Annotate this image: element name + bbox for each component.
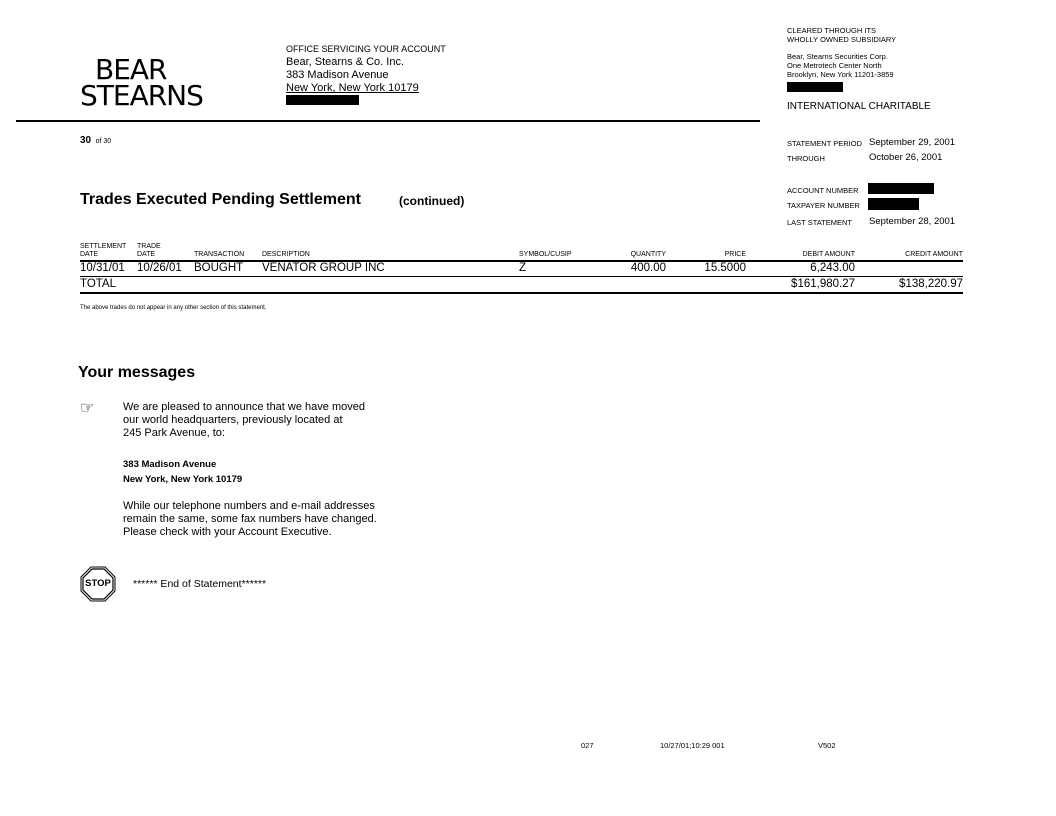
account-redaction xyxy=(868,183,934,194)
page-current: 30 xyxy=(80,135,92,146)
table-rule xyxy=(80,292,963,294)
header-settlement xyxy=(80,243,126,259)
clearing-line2: WHOLLY OWNED SUBSIDIARY xyxy=(787,35,897,44)
message-line: We are pleased to announce that we have moved xyxy=(123,401,365,413)
message-paragraph-1 xyxy=(123,401,365,440)
period-label: STATEMENT PERIOD xyxy=(787,139,863,148)
clearing-city: Brooklyn, New York 11201-3859 xyxy=(787,70,894,79)
message-line: Please check with your Account Executive. xyxy=(123,526,332,538)
clearing-street: One Metrotech Center North xyxy=(787,61,882,70)
office-name: Bear, Stearns & Co. Inc. xyxy=(286,56,405,68)
cell-symbol: Z xyxy=(519,262,527,274)
period-value: September 29, 2001 xyxy=(869,137,956,148)
section-continued: (continued) xyxy=(399,194,465,208)
redaction-bar xyxy=(787,82,843,92)
header-debit: DEBIT AMOUNT xyxy=(802,251,855,258)
trades-note: The above trades do not appear in any other section of this statement. xyxy=(80,305,267,311)
footer-code: 027 xyxy=(581,741,594,750)
office-heading: OFFICE SERVICING YOUR ACCOUNT xyxy=(286,44,446,54)
message-line: While our telephone numbers and e-mail addresses xyxy=(123,500,375,512)
stop-label: STOP xyxy=(85,578,111,589)
end-of-statement: ****** End of Statement****** xyxy=(133,578,267,590)
total-debit: $161,980.27 xyxy=(791,278,855,290)
header-quantity: QUANTITY xyxy=(630,251,666,258)
messages-title: Your messages xyxy=(78,364,196,381)
table-rule xyxy=(80,276,963,277)
through-label: THROUGH xyxy=(787,154,825,163)
account-label: ACCOUNT NUMBER xyxy=(787,186,859,195)
address-line: 383 Madison Avenue xyxy=(123,459,217,470)
cell-trade: 10/26/01 xyxy=(137,262,182,274)
cell-price: 15.5000 xyxy=(704,262,746,274)
header-price: PRICE xyxy=(724,251,746,258)
last-statement-value: September 28, 2001 xyxy=(869,216,956,227)
header-transaction: TRANSACTION xyxy=(194,251,245,258)
footer-version: V502 xyxy=(818,741,836,750)
message-address xyxy=(123,457,242,487)
header-trade-2: DATE xyxy=(137,251,156,258)
footer-timestamp: 10/27/01;10:29 001 xyxy=(660,741,725,750)
section-title: Trades Executed Pending Settlement xyxy=(80,191,361,208)
last-statement-label: LAST STATEMENT xyxy=(787,218,853,227)
account-name: INTERNATIONAL CHARITABLE xyxy=(787,101,931,112)
taxpayer-redaction xyxy=(868,198,919,210)
total-credit: $138,220.97 xyxy=(899,278,963,290)
clearing-name: Bear, Stearns Securities Corp. xyxy=(787,52,888,61)
redaction-bar xyxy=(286,95,359,105)
office-city: New York, New York 10179 xyxy=(286,82,419,94)
pointing-hand-icon: ☞ xyxy=(80,400,95,417)
header-rule xyxy=(16,120,760,122)
message-line: our world headquarters, previously located at xyxy=(123,414,343,426)
cell-debit: 6,243.00 xyxy=(810,262,855,274)
header-description: DESCRIPTION xyxy=(262,251,310,258)
cell-description: VENATOR GROUP INC xyxy=(262,262,385,274)
stop-sign-icon xyxy=(80,566,116,602)
header-settlement-1: SETTLEMENT xyxy=(80,243,127,250)
clearing-line1: CLEARED THROUGH ITS xyxy=(787,26,877,35)
cell-settlement: 10/31/01 xyxy=(80,262,125,274)
header-trade xyxy=(137,243,161,259)
taxpayer-label: TAXPAYER NUMBER xyxy=(787,201,860,210)
total-label: TOTAL xyxy=(80,278,116,290)
message-paragraph-2 xyxy=(123,500,377,539)
logo-line2: STEARNS xyxy=(80,79,203,112)
page-number xyxy=(80,130,111,148)
message-line: 245 Park Avenue, to: xyxy=(123,427,225,439)
through-value: October 26, 2001 xyxy=(869,152,943,163)
cell-transaction: BOUGHT xyxy=(194,262,244,274)
message-line: remain the same, some fax numbers have changed. xyxy=(123,513,377,525)
address-line: New York, New York 10179 xyxy=(123,474,243,485)
header-credit: CREDIT AMOUNT xyxy=(905,251,963,258)
logo-line1: BEAR xyxy=(95,53,167,86)
header-trade-1: TRADE xyxy=(137,243,161,250)
page-total: of 30 xyxy=(95,138,112,145)
cell-quantity: 400.00 xyxy=(630,262,666,274)
office-street: 383 Madison Avenue xyxy=(286,69,389,81)
header-symbol: SYMBOL/CUSIP xyxy=(519,251,572,258)
header-settlement-2: DATE xyxy=(80,251,99,258)
